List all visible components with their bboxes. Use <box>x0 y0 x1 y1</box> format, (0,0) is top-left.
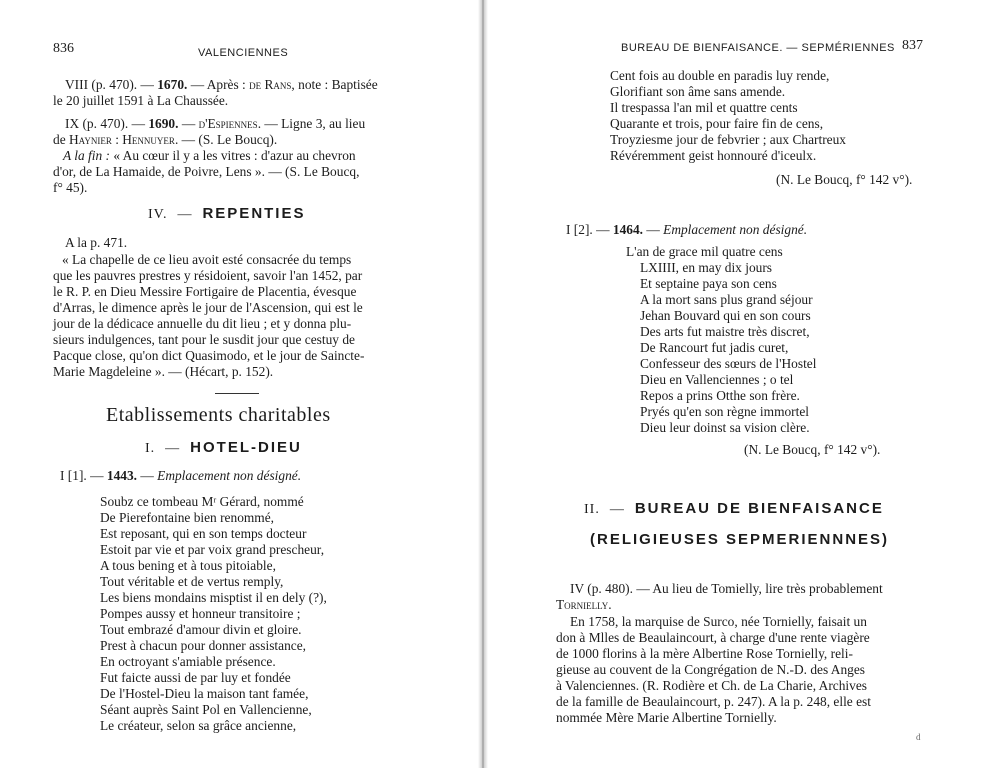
entry-ix-line2: de Haynier : Hennuyer. — (S. Le Boucq). <box>53 132 278 147</box>
footer-mark: d <box>916 732 921 742</box>
repenties-line-4: d'Arras, le dimence après le jour de l'Ascension, qui est le <box>53 300 363 315</box>
running-head: BUREAU DE BIENFAISANCE. — SEPMÉRIENNES <box>621 42 895 54</box>
entry-ix-line1: IX (p. 470). — 1690. — d'Espiennes. — Ligne 3, au lieu <box>65 116 366 131</box>
verse-mid-line-9: Dieu en Vallenciennes ; o tel <box>640 372 794 387</box>
verse-mid-line-8: Confesseur des sœurs de l'Hostel <box>640 356 817 371</box>
entry-iv-para-line-1: En 1758, la marquise de Surco, née Tornielly, faisait un <box>570 614 867 629</box>
section-ii-heading: II. — BUREAU DE BIENFAISANCE <box>584 500 884 517</box>
entry-iv-line2: Tornielly. <box>556 597 612 612</box>
repenties-line-6: sieurs indulgences, tant pour le susdit jour que cestuy de <box>53 332 355 347</box>
repenties-line-8: Marie Magdeleine ». — (Hécart, p. 152). <box>53 364 274 379</box>
entry-ix-line3: A la fin : « Au cœur il y a les vitres : d'azur au chevron <box>63 148 356 163</box>
entry-iv-para-line-3: de 1000 florins à la mère Albertine Rose Tornielly, reli- <box>556 646 853 661</box>
section-divider <box>215 393 259 394</box>
verse-mid-line-7: De Rancourt fut jadis curet, <box>640 340 789 355</box>
verse-top-line-5: Troyziesme jour de febvrier ; aux Chartreux <box>610 132 847 147</box>
verse-mid-line-1: L'an de grace mil quatre cens <box>626 244 783 259</box>
epitaph-line-7: Les biens mondains misptist il en dely (?), <box>100 590 327 605</box>
repenties-ref: A la p. 471. <box>65 235 128 250</box>
verse-mid-line-3: Et septaine paya son cens <box>640 276 777 291</box>
epitaph-line-12: Fut faicte aussi de par luy et fondée <box>100 670 291 685</box>
epitaph-line-11: En octroyant s'amiable présence. <box>100 654 276 669</box>
section-iv-heading: IV. — REPENTIES <box>148 205 306 222</box>
repenties-line-2: que les pauvres prestres y résidoient, savoir l'an 1452, par <box>53 268 363 283</box>
epitaph-line-9: Tout embrazé d'amour divin et gloire. <box>100 622 302 637</box>
entry-i1-heading: I [1]. — 1443. — Emplacement non désigné. <box>60 468 302 483</box>
entry-viii-line2: le 20 juillet 1591 à La Chaussée. <box>53 93 229 108</box>
epitaph-line-15: Le créateur, selon sa grâce ancienne, <box>100 718 297 733</box>
verse-mid-line-12: Dieu leur doinst sa vision clère. <box>640 420 810 435</box>
section-i-heading: I. — HOTEL-DIEU <box>145 439 302 456</box>
source-top: (N. Le Boucq, f° 142 v°). <box>776 172 913 187</box>
verse-top-line-3: Il trespassa l'an mil et quattre cents <box>610 100 798 115</box>
verse-mid-line-4: A la mort sans plus grand séjour <box>640 292 813 307</box>
entry-iv-line1: IV (p. 480). — Au lieu de Tomielly, lire très probablement <box>570 581 883 596</box>
entry-i2-heading: I [2]. — 1464. — Emplacement non désigné. <box>566 222 808 237</box>
entry-iv-para-line-2: don à Mlles de Beaulaincourt, à charge d'une rente viagère <box>556 630 870 645</box>
running-head: VALENCIENNES <box>198 47 289 59</box>
repenties-line-7: Pacque close, qu'on dict Quasimodo, et le jour de Saincte- <box>53 348 365 363</box>
section-ii-subheading: (RELIGIEUSES SEPMERIENNNES) <box>590 531 890 548</box>
verse-mid-line-5: Jehan Bouvard qui en son cours <box>640 308 811 323</box>
epitaph-line-13: De l'Hostel-Dieu la maison tant famée, <box>100 686 309 701</box>
verse-top-line-2: Glorifiant son âme sans amende. <box>610 84 786 99</box>
etablissements-title: Etablissements charitables <box>106 404 331 426</box>
verse-mid-line-10: Repos a prins Otthe son frère. <box>640 388 800 403</box>
right-page <box>486 0 983 768</box>
epitaph-line-3: Est reposant, qui en son temps docteur <box>100 526 307 541</box>
verse-mid-line-2: LXIIII, en may dix jours <box>640 260 773 275</box>
verse-mid-line-6: Des arts fut maistre très discret, <box>640 324 810 339</box>
source-mid: (N. Le Boucq, f° 142 v°). <box>744 442 881 457</box>
entry-iv-para-line-4: gieuse au couvent de la Congrégation de N.-D. des Anges <box>556 662 866 677</box>
entry-iv-para-line-7: nommée Mère Marie Albertine Tornielly. <box>556 710 777 725</box>
repenties-line-1: « La chapelle de ce lieu avoit esté consacrée du temps <box>62 252 352 267</box>
repenties-line-5: jour de la dédicace annuelle du dit lieu ; et y donna plu- <box>53 316 352 331</box>
epitaph-line-5: A tous bening et à tous pitoiable, <box>100 558 276 573</box>
page-number: 836 <box>53 41 74 56</box>
entry-ix-line4: d'or, de La Hamaide, de Poivre, Lens ». — (S. Le Boucq, <box>53 164 360 179</box>
verse-top-line-4: Quarante et trois, pour faire fin de cens, <box>610 116 824 131</box>
epitaph-line-8: Pompes aussy et honneur transitoire ; <box>100 606 301 621</box>
left-page <box>0 0 480 768</box>
entry-ix-line5: f° 45). <box>53 180 88 195</box>
verse-top-line-6: Révéremment geist honnouré d'iceulx. <box>610 148 817 163</box>
epitaph-line-1: Soubz ce tombeau Mʳ Gérard, nommé <box>100 494 304 509</box>
epitaph-line-4: Estoit par vie et par voix grand prescheur, <box>100 542 325 557</box>
verse-top-line-1: Cent fois au double en paradis luy rende, <box>610 68 830 83</box>
repenties-line-3: le R. P. en Dieu Messire Fortigaire de Placentia, évesque <box>53 284 357 299</box>
epitaph-line-14: Séant auprès Saint Pol en Vallencienne, <box>100 702 312 717</box>
entry-iv-para-line-6: de la famille de Beaulaincourt, p. 247). A la p. 248, elle est <box>556 694 871 709</box>
verse-mid-line-11: Pryés qu'en son règne immortel <box>640 404 810 419</box>
epitaph-line-10: Prest à chacun pour donner assistance, <box>100 638 306 653</box>
epitaph-line-6: Tout véritable et de vertus remply, <box>100 574 284 589</box>
epitaph-line-2: De Pierefontaine bien renommé, <box>100 510 275 525</box>
entry-viii-line1: VIII (p. 470). — 1670. — Après : de Rans, note : Baptisée <box>65 77 378 92</box>
page-number: 837 <box>902 38 923 53</box>
entry-iv-para-line-5: à Valenciennes. (R. Rodière et Ch. de La Charie, Archives <box>556 678 867 693</box>
